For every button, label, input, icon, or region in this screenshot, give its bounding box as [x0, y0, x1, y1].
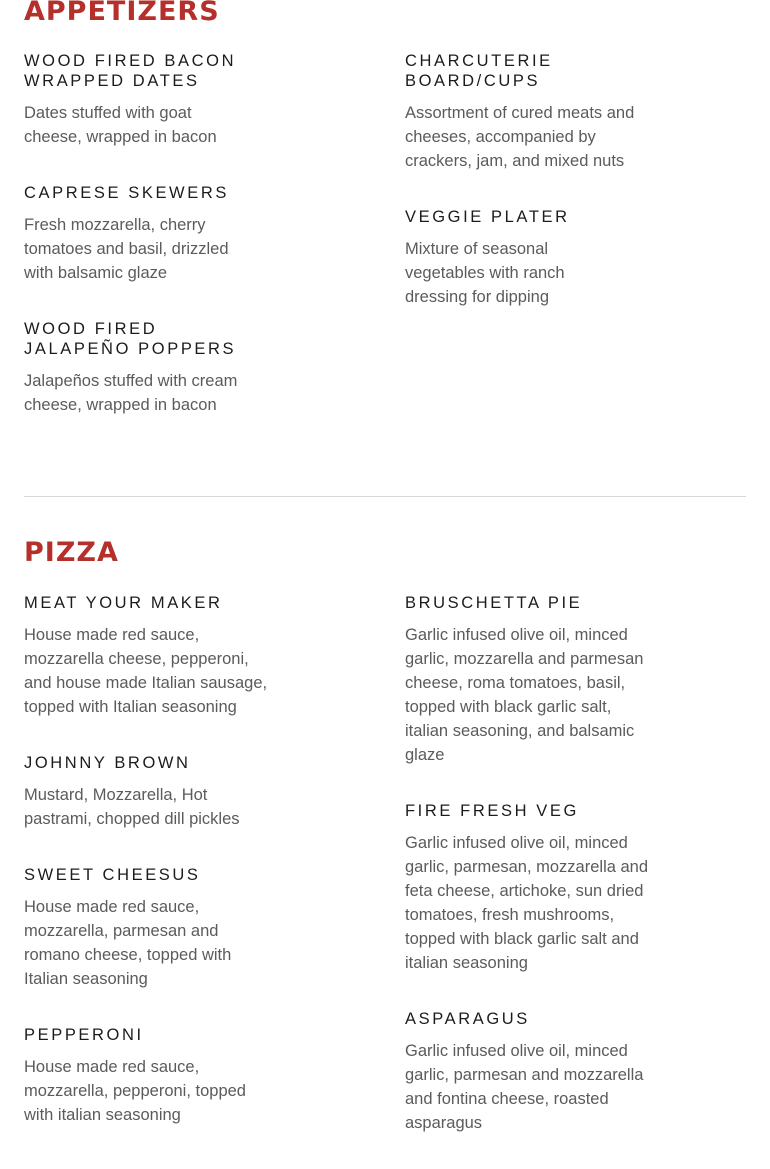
menu-item [405, 801, 665, 975]
menu-item-name: CAPRESE SKEWERS [24, 184, 229, 202]
menu-item-description: Garlic infused olive oil, minced garlic, parmesan, mozzarella and feta cheese, artichoke, sun dried tomatoes, fresh mushrooms, topped with black garlic salt and italian seasoning [405, 834, 649, 972]
menu-item-name: BRUSCHETTA PIE [405, 594, 583, 612]
menu-item-description: Dates stuffed with goat cheese, wrapped in bacon [24, 104, 217, 146]
menu-item-description: Garlic infused olive oil, minced garlic, mozzarella and parmesan cheese, roma tomatoes, basil, topped with black garlic salt, italian seasoning, and balsamic glaze [405, 626, 644, 764]
menu-item-description: Garlic infused olive oil, minced garlic, parmesan and mozzarella and fontina cheese, roasted asparagus [405, 1042, 644, 1132]
menu-item [24, 865, 284, 991]
menu-item-description: House made red sauce, mozzarella, parmesan and romano cheese, topped with Italian seasoning [24, 898, 232, 988]
menu-item-name: FIRE FRESH VEG [405, 802, 579, 820]
menu-item-description: Mustard, Mozzarella, Hot pastrami, chopped dill pickles [24, 786, 240, 828]
menu-item [405, 1009, 665, 1135]
menu-item-description: Jalapeños stuffed with cream cheese, wrapped in bacon [24, 372, 238, 414]
menu-item [405, 593, 665, 767]
menu-item-name: MEAT YOUR MAKER [24, 594, 223, 612]
menu-item [24, 1025, 284, 1127]
menu-item [24, 753, 284, 831]
menu-item [405, 207, 665, 309]
appetizers-heading: APPETIZERS [24, 0, 220, 27]
menu-item-name: WOOD FIRED BACON WRAPPED DATES [24, 52, 237, 90]
menu-item-name: ASPARAGUS [405, 1010, 530, 1028]
appetizers-left-column [24, 51, 284, 445]
menu-item [24, 51, 284, 149]
menu-item-description: Fresh mozzarella, cherry tomatoes and basil, drizzled with balsamic glaze [24, 216, 229, 282]
menu-item-name: JOHNNY BROWN [24, 754, 191, 772]
pizza-right-column [405, 593, 665, 1163]
menu-item-description: House made red sauce, mozzarella cheese, pepperoni, and house made Italian sausage, topped with Italian seasoning [24, 626, 268, 716]
menu-item [24, 593, 284, 719]
pizza-heading: PIZZA [24, 537, 119, 568]
appetizers-right-column [405, 51, 665, 337]
menu-item-name: CHARCUTERIE BOARD/CUPS [405, 52, 553, 90]
menu-item [24, 319, 284, 417]
menu-item-name: WOOD FIRED JALAPEÑO POPPERS [24, 320, 237, 358]
menu-item-description: House made red sauce, mozzarella, pepperoni, topped with italian seasoning [24, 1058, 246, 1124]
menu-item-name: SWEET CHEESUS [24, 866, 201, 884]
menu-item-description: Mixture of seasonal vegetables with ranch dressing for dipping [405, 240, 565, 306]
menu-item-description: Assortment of cured meats and cheeses, accompanied by crackers, jam, and mixed nuts [405, 104, 635, 170]
menu-item-name: PEPPERONI [24, 1026, 144, 1044]
pizza-left-column [24, 593, 284, 1155]
section-divider [24, 496, 746, 497]
menu-item-name: VEGGIE PLATER [405, 208, 570, 226]
menu-item [405, 51, 665, 173]
menu-item [24, 183, 284, 285]
